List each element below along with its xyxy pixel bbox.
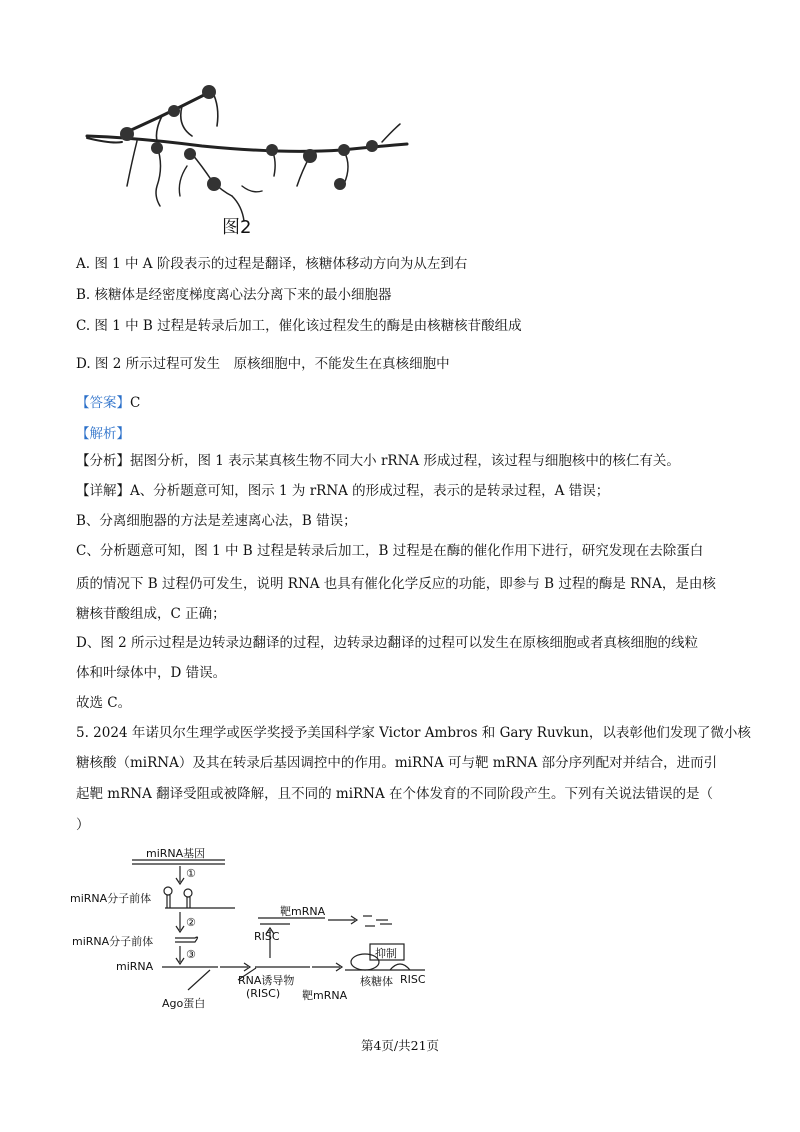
ago-protein-label: Ago蛋白 (162, 997, 206, 1010)
detail-row-a (76, 481, 609, 501)
detail-a-text: A、分析题意可知，图示 1 为 rRNA 的形成过程，表示的是转录过程，A 错误； (130, 483, 610, 499)
question5-line4: ） (76, 817, 90, 833)
analysis-section-tag: 【解析】 (76, 426, 130, 442)
figure-2-caption: 图2 (222, 217, 252, 238)
question5-line3: 起靶 mRNA 翻译受阻或被降解，且不同的 miRNA 在个体发育的不同阶段产生。下列有关说法错误的是（ (76, 786, 714, 802)
question5-line1: 5. 2024 年诺贝尔生理学或医学奖授予美国科学家 Victor Ambros 和 Gary Ruvkun，以表彰他们发现了微小核 (76, 725, 751, 741)
precursor-2-label: miRNA分子前体 (72, 935, 154, 948)
answer-tag: 【答案】 (76, 395, 130, 411)
step-2-label: ② (186, 916, 196, 929)
analysis-tag: 【分析】 (76, 453, 130, 469)
answer-value: C (130, 395, 141, 411)
detail-d-line1: D、图 2 所示过程是边转录边翻译的过程，边转录边翻译的过程可以发生在原核细胞或者真核细胞的线粒 (76, 635, 698, 651)
rna-inducer-label: RNA诱导物 (238, 974, 295, 987)
detail-d-line2: 体和叶绿体中，D 错误。 (76, 665, 227, 681)
risc-paren-label: (RISC) (246, 987, 281, 1000)
option-b: B. 核糖体是经密度梯度离心法分离下来的最小细胞器 (76, 287, 392, 303)
analysis-section-row (76, 424, 130, 444)
transcription-translation-image (82, 66, 422, 246)
detail-c-line2: 质的情况下 B 过程仍可发生，说明 RNA 也具有催化化学反应的功能，即参与 B 过程的酶是 RNA，是由核 (76, 576, 716, 592)
precursor-1-label: miRNA分子前体 (70, 892, 152, 905)
step-1-label: ① (186, 867, 196, 880)
option-d: D. 图 2 所示过程可发生 原核细胞中，不能发生在真核细胞中 (76, 356, 450, 372)
detail-tag: 【详解】 (76, 483, 130, 499)
ribosome-label: 核糖体 (360, 975, 393, 988)
inhibit-label: 抑制 (375, 947, 397, 960)
mirna-diagram (70, 840, 440, 1020)
detail-conclusion: 故选 C。 (76, 695, 132, 711)
detail-c-line1: C、分析题意可知，图 1 中 B 过程是转录后加工，B 过程是在酶的催化作用下进行，研究发现在去除蛋白 (76, 543, 704, 559)
option-a: A. 图 1 中 A 阶段表示的过程是翻译，核糖体移动方向为从左到右 (76, 256, 468, 272)
figure-2 (82, 66, 422, 246)
risc-right-label: RISC (400, 973, 426, 986)
detail-b: B、分离细胞器的方法是差速离心法，B 错误； (76, 513, 357, 529)
answer-row (76, 393, 140, 413)
target-mrna-bottom-label: 靶mRNA (302, 989, 348, 1002)
detail-c-line3: 糖核苷酸组成，C 正确； (76, 606, 226, 622)
mirna-label: miRNA (116, 960, 154, 973)
analysis-text: 据图分析，图 1 表示某真核生物不同大小 rRNA 形成过程，该过程与细胞核中的核仁有关。 (130, 453, 680, 469)
target-mrna-top-label: 靶mRNA (280, 905, 326, 918)
option-c: C. 图 1 中 B 过程是转录后加工，催化该过程发生的酶是由核糖核苷酸组成 (76, 318, 522, 334)
question5-line2: 糖核酸（miRNA）及其在转录后基因调控中的作用。miRNA 可与靶 mRNA 部分序列配对并结合，进而引 (76, 755, 718, 771)
analysis-row (76, 451, 680, 471)
risc-label: RISC (254, 930, 280, 943)
mirna-gene-label: miRNA基因 (146, 847, 206, 860)
step-3-label: ③ (186, 948, 196, 961)
page-number: 第4页/共21页 (360, 1038, 440, 1053)
